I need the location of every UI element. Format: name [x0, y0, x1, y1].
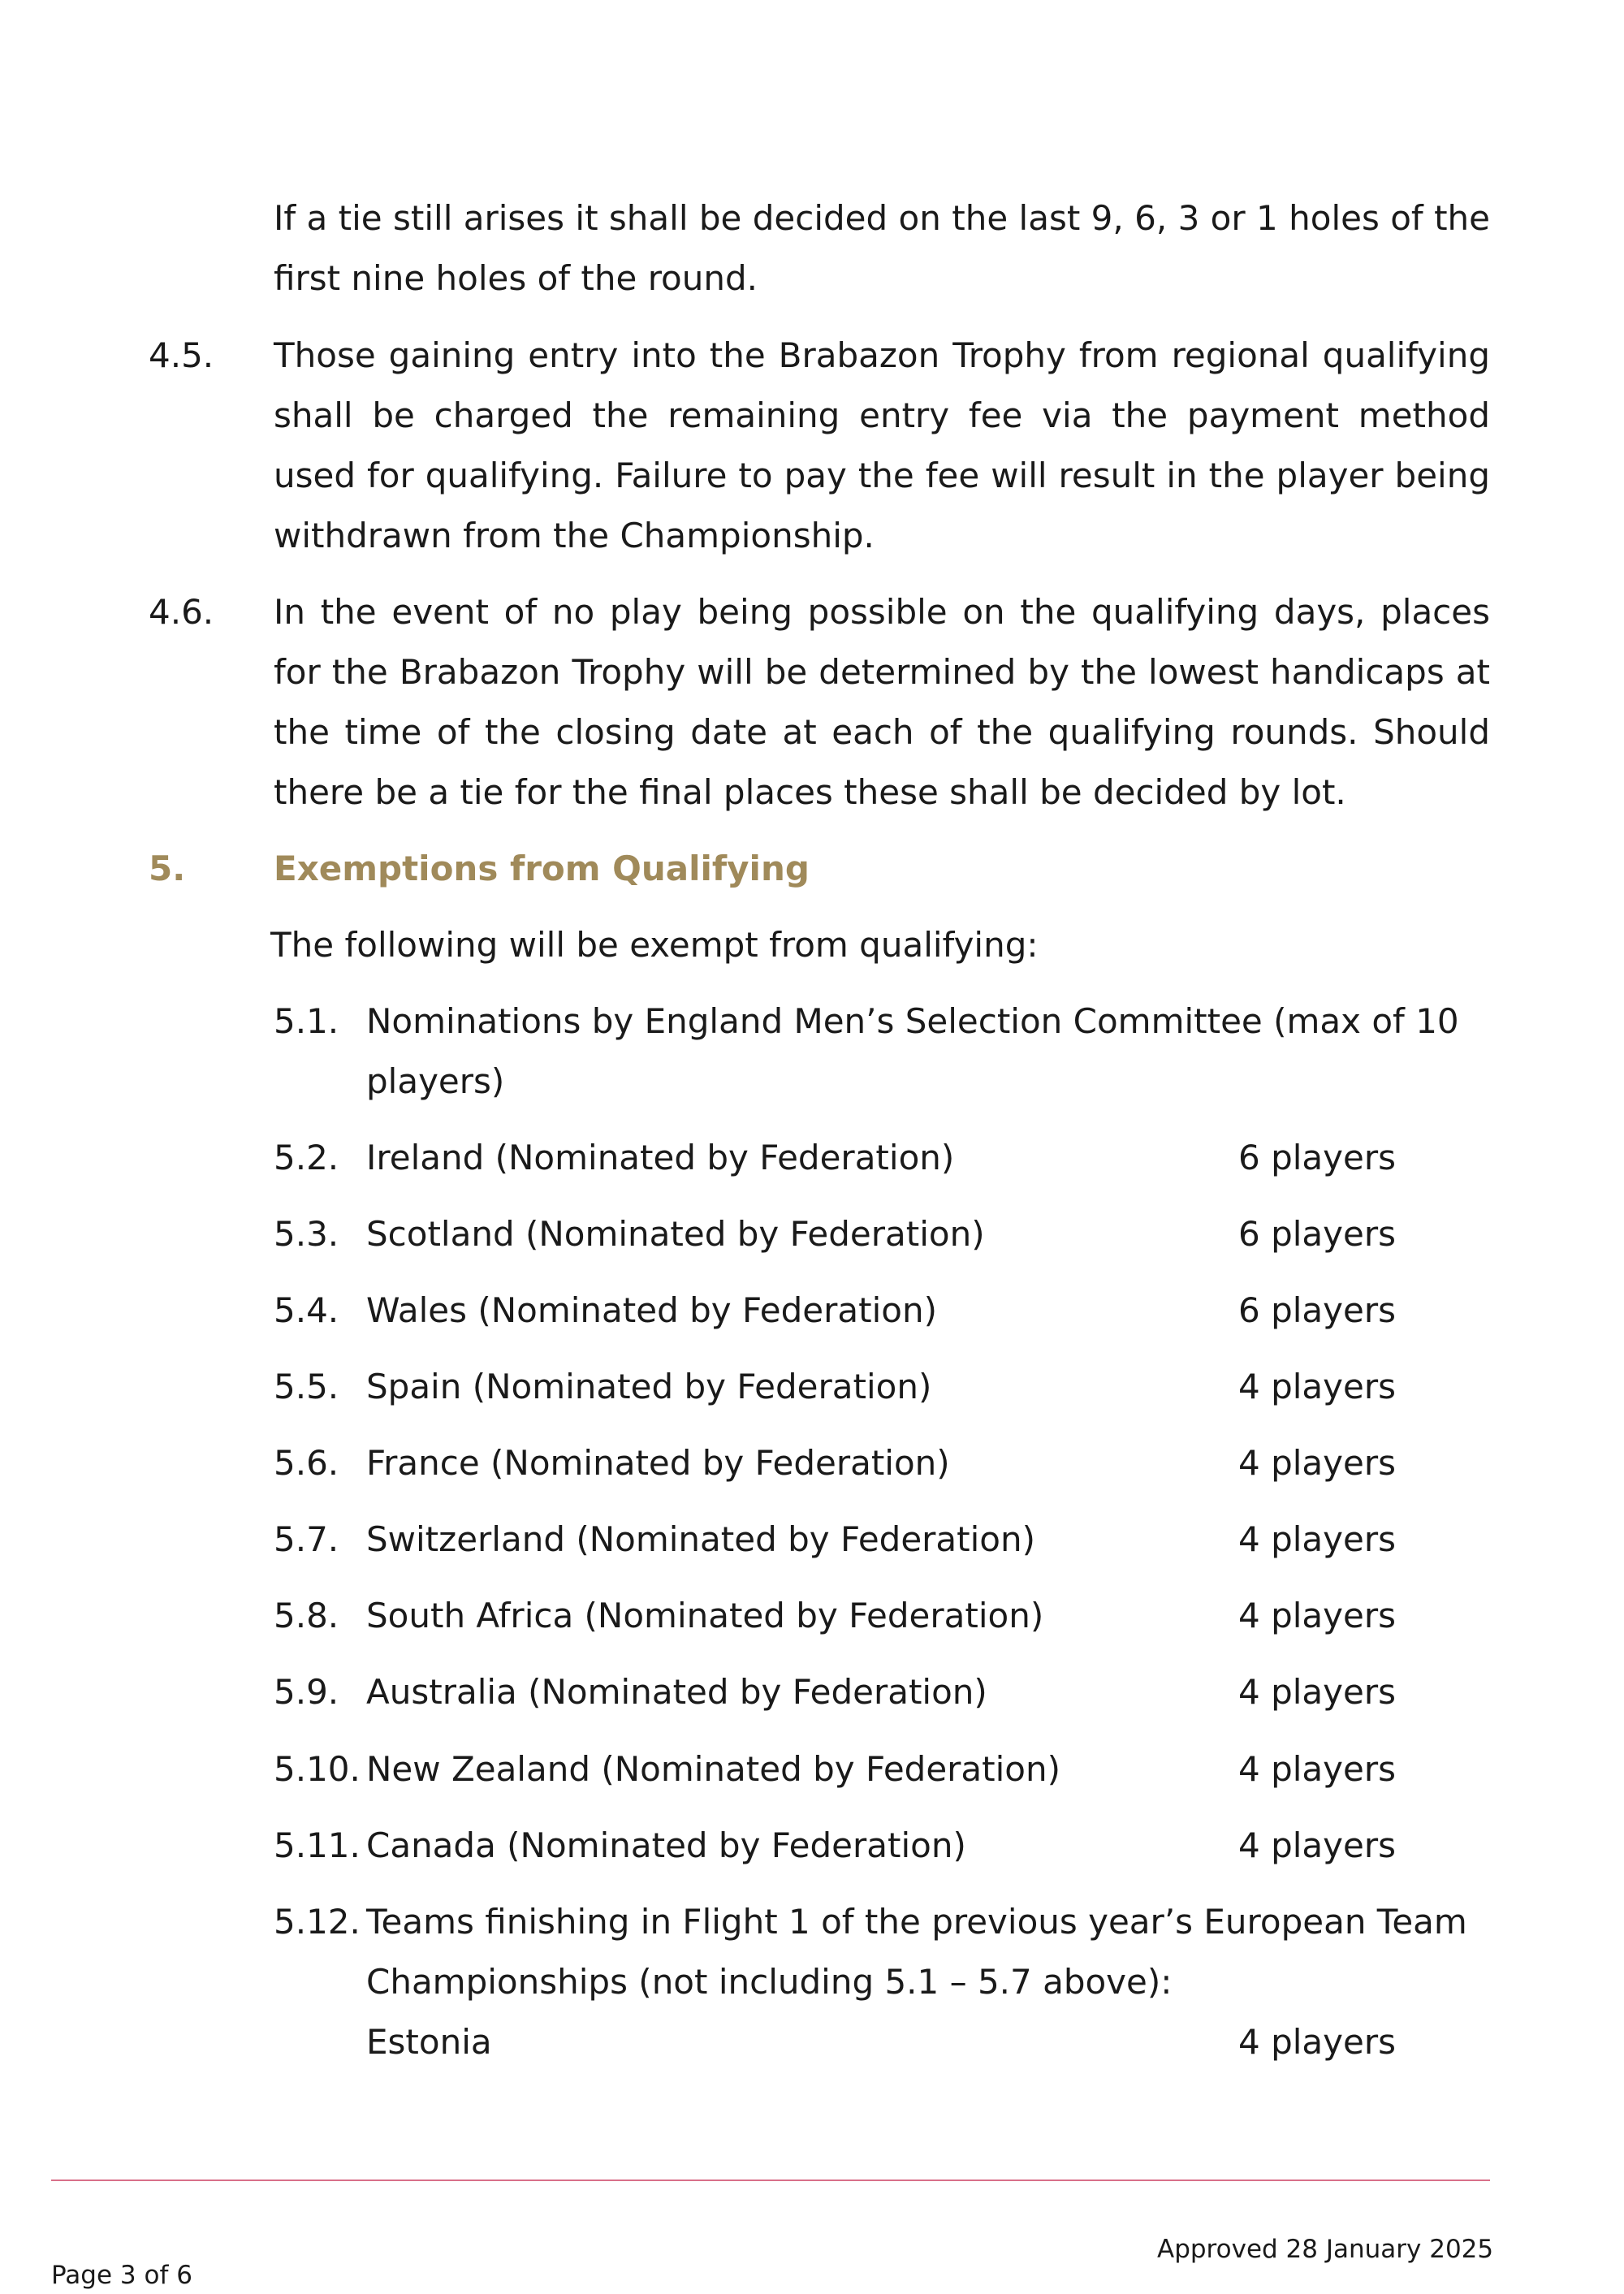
clause-text: In the event of no play being possible on the qualifying days, places for the Brabazon Trophy will be determined by the lowest handicaps at the time of the closing date at each of the qualifying rounds. Should there be a tie for the final places these shall be decided by lot.: [274, 592, 1490, 812]
item-number: 5.1.: [274, 1001, 339, 1041]
item-player-count: 4 players: [1238, 1443, 1396, 1483]
tie-break-paragraph: If a tie still arises it shall be decided on the last 9, 6, 3 or 1 holes of the first nine holes of the round.: [274, 198, 1490, 298]
sub-entry-player-count: 4 players: [1238, 2022, 1396, 2062]
section-number: 5.: [149, 849, 186, 888]
item-player-count: 4 players: [1238, 1367, 1396, 1406]
item-number: 5.2.: [274, 1138, 339, 1177]
item-text: Ireland (Nominated by Federation): [366, 1138, 955, 1177]
item-number: 5.5.: [274, 1367, 339, 1406]
page-number: Page 3 of 6: [51, 2261, 192, 2290]
approval-date: Approved 28 January 2025: [1157, 2235, 1494, 2264]
item-text: Australia (Nominated by Federation): [366, 1672, 987, 1712]
item-text: Nominations by England Men’s Selection Committee (max of 10 players): [366, 1001, 1459, 1101]
clause-text: Those gaining entry into the Brabazon Trophy from regional qualifying shall be charged the remaining entry fee via the payment method used for qualifying. Failure to pay the fee will result in the player being withdrawn from the Championship.: [274, 335, 1490, 555]
item-text: Canada (Nominated by Federation): [366, 1825, 966, 1865]
item-text: Spain (Nominated by Federation): [366, 1367, 932, 1406]
item-number: 5.10.: [274, 1749, 361, 1789]
item-player-count: 4 players: [1238, 1596, 1396, 1635]
item-text: France (Nominated by Federation): [366, 1443, 950, 1483]
item-player-count: 4 players: [1238, 1749, 1396, 1789]
clause-number: 4.5.: [149, 335, 214, 375]
item-number: 5.4.: [274, 1290, 339, 1330]
item-player-count: 6 players: [1238, 1214, 1396, 1254]
item-number: 5.12.: [274, 1902, 361, 1942]
item-player-count: 6 players: [1238, 1290, 1396, 1330]
item-player-count: 4 players: [1238, 1825, 1396, 1865]
item-text: Switzerland (Nominated by Federation): [366, 1519, 1036, 1559]
item-number: 5.7.: [274, 1519, 339, 1559]
item-number: 5.9.: [274, 1672, 339, 1712]
item-text: Wales (Nominated by Federation): [366, 1290, 937, 1330]
sub-entry-country: Estonia: [366, 2022, 492, 2062]
item-player-count: 6 players: [1238, 1138, 1396, 1177]
item-text: New Zealand (Nominated by Federation): [366, 1749, 1061, 1789]
section-heading: Exemptions from Qualifying: [274, 849, 810, 888]
item-number: 5.8.: [274, 1596, 339, 1635]
item-number: 5.3.: [274, 1214, 339, 1254]
footer-divider: [51, 2180, 1490, 2181]
item-text: Scotland (Nominated by Federation): [366, 1214, 985, 1254]
clause-number: 4.6.: [149, 592, 214, 632]
section-intro: The following will be exempt from qualifying:: [270, 925, 1039, 965]
item-number: 5.6.: [274, 1443, 339, 1483]
item-number: 5.11.: [274, 1825, 361, 1865]
item-player-count: 4 players: [1238, 1519, 1396, 1559]
item-text: South Africa (Nominated by Federation): [366, 1596, 1044, 1635]
item-player-count: 4 players: [1238, 1672, 1396, 1712]
item-text: Teams finishing in Flight 1 of the previous year’s European Team Championships (not including 5.1 – 5.7 above):: [366, 1902, 1467, 2002]
